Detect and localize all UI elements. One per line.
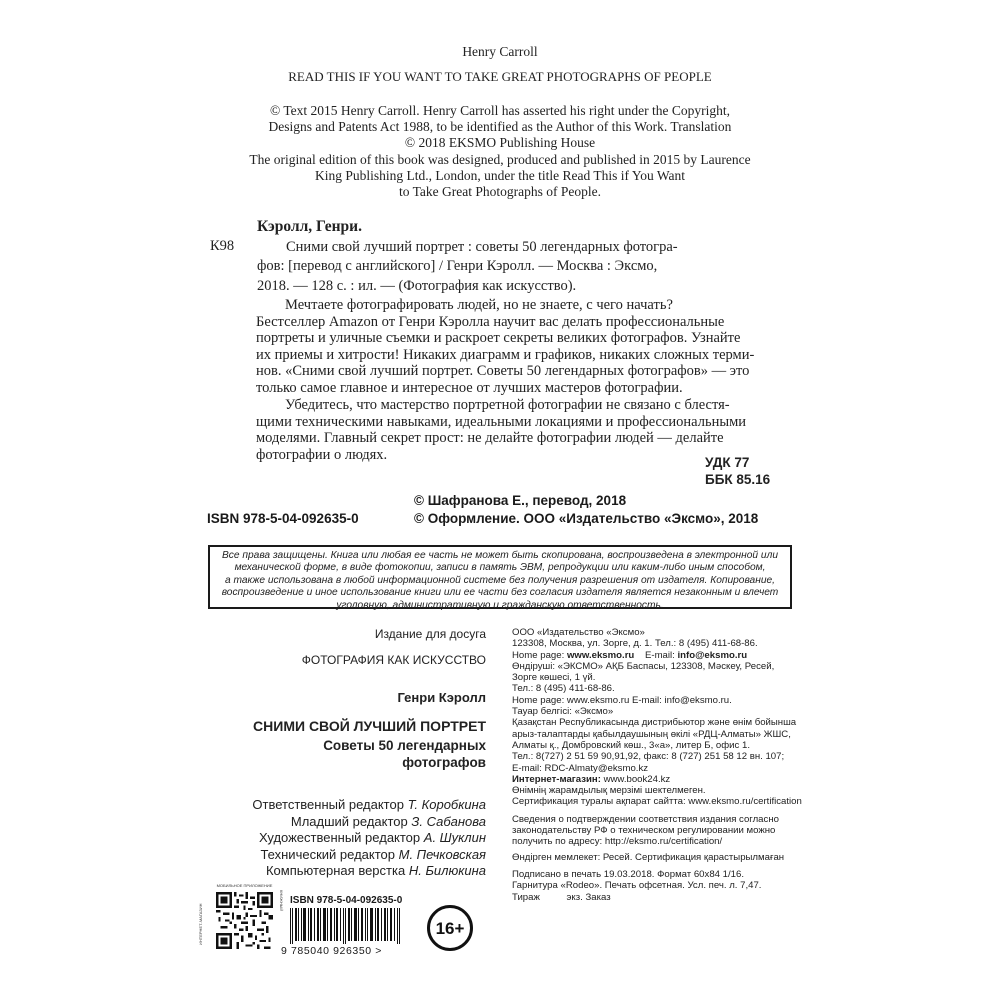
annotation-line: Убедитесь, что мастерство портретной фотографии не связано с блестя- [285,397,730,413]
udk-code: УДК 77 [705,455,750,470]
publisher-kz-line: E-mail: RDC-Almaty@eksmo.kz [512,762,649,774]
publisher-line: 123308, Москва, ул. Зорге, д. 1. Тел.: 8 (495) 411-68-86. [512,638,758,650]
print-line: Тираж экз. Заказ [512,891,611,903]
copyright-line: The original edition of this book was designed, produced and published in 2015 by Laurence [249,151,751,167]
series-name: ФОТОГРАФИЯ КАК ИСКУССТВО [301,653,486,667]
annotation-line: моделями. Главный секрет прост: не делайте фотографии людей — делайте [256,430,724,447]
staff-row [200,797,486,814]
annotation-line: Мечтаете фотографировать людей, но не знаете, с чего начать? [285,297,673,313]
staff-name: Т. Коробкина [407,797,486,812]
barcode-digits: 9 785040 926350 > [281,945,382,957]
annotation-line: щими техническими навыками, идеальными локациями и профессиональными [256,413,747,430]
annotation-line: только самое главное и интересное от лучших мастеров фотографии. [256,379,683,396]
rights-notice-line: уголовную, административную и гражданскую ответственность. [336,599,664,611]
publisher-kz-line: Тауар белгісі: «Эксмо» [512,706,614,718]
staff-row [200,814,486,831]
isbn: ISBN 978-5-04-092635-0 [207,511,359,526]
internet-shop-link[interactable]: www.book24.kz [603,773,671,785]
qr-left-label: ИНТЕРНЕТ-МАГАЗИН [198,903,203,945]
translation-credit: © Шафранова Е., перевод, 2018 [414,493,627,508]
staff-role: Ответственный редактор [252,797,404,812]
staff-list [200,797,486,880]
staff-role: Технический редактор [260,846,395,862]
staff-name: З. Сабанова [411,813,486,829]
copyright-line: King Publishing Ltd., London, under the title Read This if You Want [314,167,686,183]
staff-row [200,847,486,864]
qr-code-icon[interactable] [216,892,273,949]
age-rating-icon [426,904,474,952]
imprint-subtitle [200,737,486,771]
origin-line: Өндірген мемлекет: Ресей. Сертификация қарастырылмаған [512,851,785,863]
publisher-kz-line: арыз-талаптарды қабылдаушының өкілі «РДЦ-Алматы» ЖШС, [512,728,791,740]
original-author [200,44,800,60]
annotation-line: портреты и уличные съемки и раскроет секреты великих фотографов. Узнайте [256,330,741,347]
internet-shop-label: Интернет-магазин: [512,773,601,785]
copyright-line: © Text 2015 Henry Carroll. Henry Carroll has asserted his right under the Copyright, [269,103,731,118]
age-rating-text: 16+ [435,919,465,938]
catalog-index-code: К98 [210,238,235,254]
edition-type: Издание для досуга [374,627,486,641]
publisher-kz-line: Зорге көшесі, 1 үй. [512,672,596,684]
staff-role: Компьютерная верстка [265,863,406,878]
annotation-line: Бестселлер Amazon от Генри Кэролла научит вас делать профессиональные [256,313,725,330]
home-page-label: Home page: [512,649,565,661]
barcode-icon [290,908,402,944]
original-title [200,69,800,85]
design-credit: © Оформление. ООО «Издательство «Эксмо», 2018 [414,511,759,526]
original-author-text: Henry Carroll [462,44,538,59]
catalog-description [257,238,797,296]
qr-top-label: МОБИЛЬНОЕ ПРИЛОЖЕНИЕ [216,883,273,888]
publisher-contacts [512,650,812,661]
publisher-kz-line: Home page: www.eksmo.ru E-mail: info@eksmo.ru. [512,694,732,706]
publisher-kz-line: Тел.: 8(727) 2 51 59 90,91,92, факс: 8 (727) 251 58 12 вн. 107; [512,751,785,763]
print-line: Гарнитура «Rodeo». Печать офсетная. Усл. печ. л. 7,47. [512,880,762,892]
publisher-info [512,627,812,903]
annotation-line: фотографии о людях. [256,446,388,463]
catalog-description-line: Сними свой лучший портрет : советы 50 легендарных фотогра- [286,239,678,255]
staff-role: Младший редактор [290,813,408,829]
copyright-line: © 2018 EKSMO Publishing House [404,135,596,151]
qr-right-label: КНИЖНЫЙ [279,890,284,912]
certification-line: законодательству РФ о техническом регулировании можно [512,825,776,837]
certification-line: Сведения о подтверждении соответствия издания согласно [512,813,779,825]
staff-name: Н. Билюкина [408,863,486,878]
publisher-line: ООО «Издательство «Эксмо» [512,627,645,638]
annotation-paragraph-2 [256,397,796,463]
print-line: Подписано в печать 19.03.2018. Формат 60x84 1/16. [512,868,744,880]
rights-notice [208,545,792,609]
staff-row [200,830,486,847]
staff-name: М. Печковская [398,846,486,862]
annotation-line: их приемы и хитрости! Никаких диаграмм и графиков, никаких сложных терми- [256,346,755,363]
imprint-author: Генри Кэролл [397,690,486,705]
staff-role: Художественный редактор [258,830,421,845]
copyright-notice [200,103,800,200]
certification-line: получить по адресу: http://eksmo.ru/certification/ [512,836,723,848]
annotation-paragraph-1 [256,297,796,397]
imprint-title: СНИМИ СВОЙ ЛУЧШИЙ ПОРТРЕТ [253,718,486,734]
email-link[interactable]: info@eksmo.ru [677,649,748,661]
annotation-line: нов. «Сними свой лучший портрет. Советы 50 легендарных фотографов» — это [256,363,750,380]
rights-notice-line: а также использована в любой информационной системе без получения разрешения от издателя. Копирование, [225,574,775,586]
publisher-tail-line: Сертификация туралы ақпарат сайтта: www.eksmo.ru/certification [512,796,802,808]
publisher-tail-line: Өнімнің жарамдылық мерзімі шектелмеген. [512,785,706,797]
catalog-description-line: 2018. — 128 с. : ил. — (Фотография как искусство). [257,277,577,294]
home-page-link[interactable]: www.eksmo.ru [566,649,635,661]
publisher-kz-line: Алматы қ., Домбровский көш., 3«а», литер Б, офис 1. [512,739,750,751]
barcode-isbn-label: ISBN 978-5-04-092635-0 [290,895,403,906]
publisher-kz-line: Тел.: 8 (495) 411-68-86. [512,683,615,695]
email-label: E-mail: [644,649,675,661]
copyright-line: Designs and Patents Act 1988, to be identified as the Author of this Work. Translation [268,119,732,135]
staff-name: А. Шуклин [423,830,486,845]
internet-shop [512,774,812,785]
staff-row [200,863,486,880]
publisher-kz-line: Өндіруші: «ЭКСМО» АҚБ Баспасы, 123308, Мәскеу, Ресей, [512,660,775,672]
catalog-author-heading: Кэролл, Генри. [257,218,362,235]
rights-notice-line: Все права защищены. Книга или любая ее часть не может быть скопирована, воспроизведена в электронной или [222,550,778,561]
rights-notice-line: воспроизведение и иное использование книги или ее части без согласия издателя является незаконным и влечет [221,587,779,599]
publisher-kz-line: Қазақстан Республикасында дистрибьютор және өнім бойынша [512,717,797,729]
bbk-code: ББК 85.16 [705,472,771,487]
rights-notice-line: механической форме, в виде фотокопии, записи в память ЭВМ, репродукции или каким-либо иным способом, [234,562,766,574]
catalog-description-line: фов: [перевод с английского] / Генри Кэролл. — Москва : Эксмо, [257,258,658,275]
imprint-subtitle-line: Советы 50 легендарных [323,738,486,753]
imprint-subtitle-line: фотографов [402,755,486,770]
original-title-text: READ THIS IF YOU WANT TO TAKE GREAT PHOTOGRAPHS OF PEOPLE [288,69,712,84]
copyright-line: to Take Great Photographs of People. [398,184,601,200]
